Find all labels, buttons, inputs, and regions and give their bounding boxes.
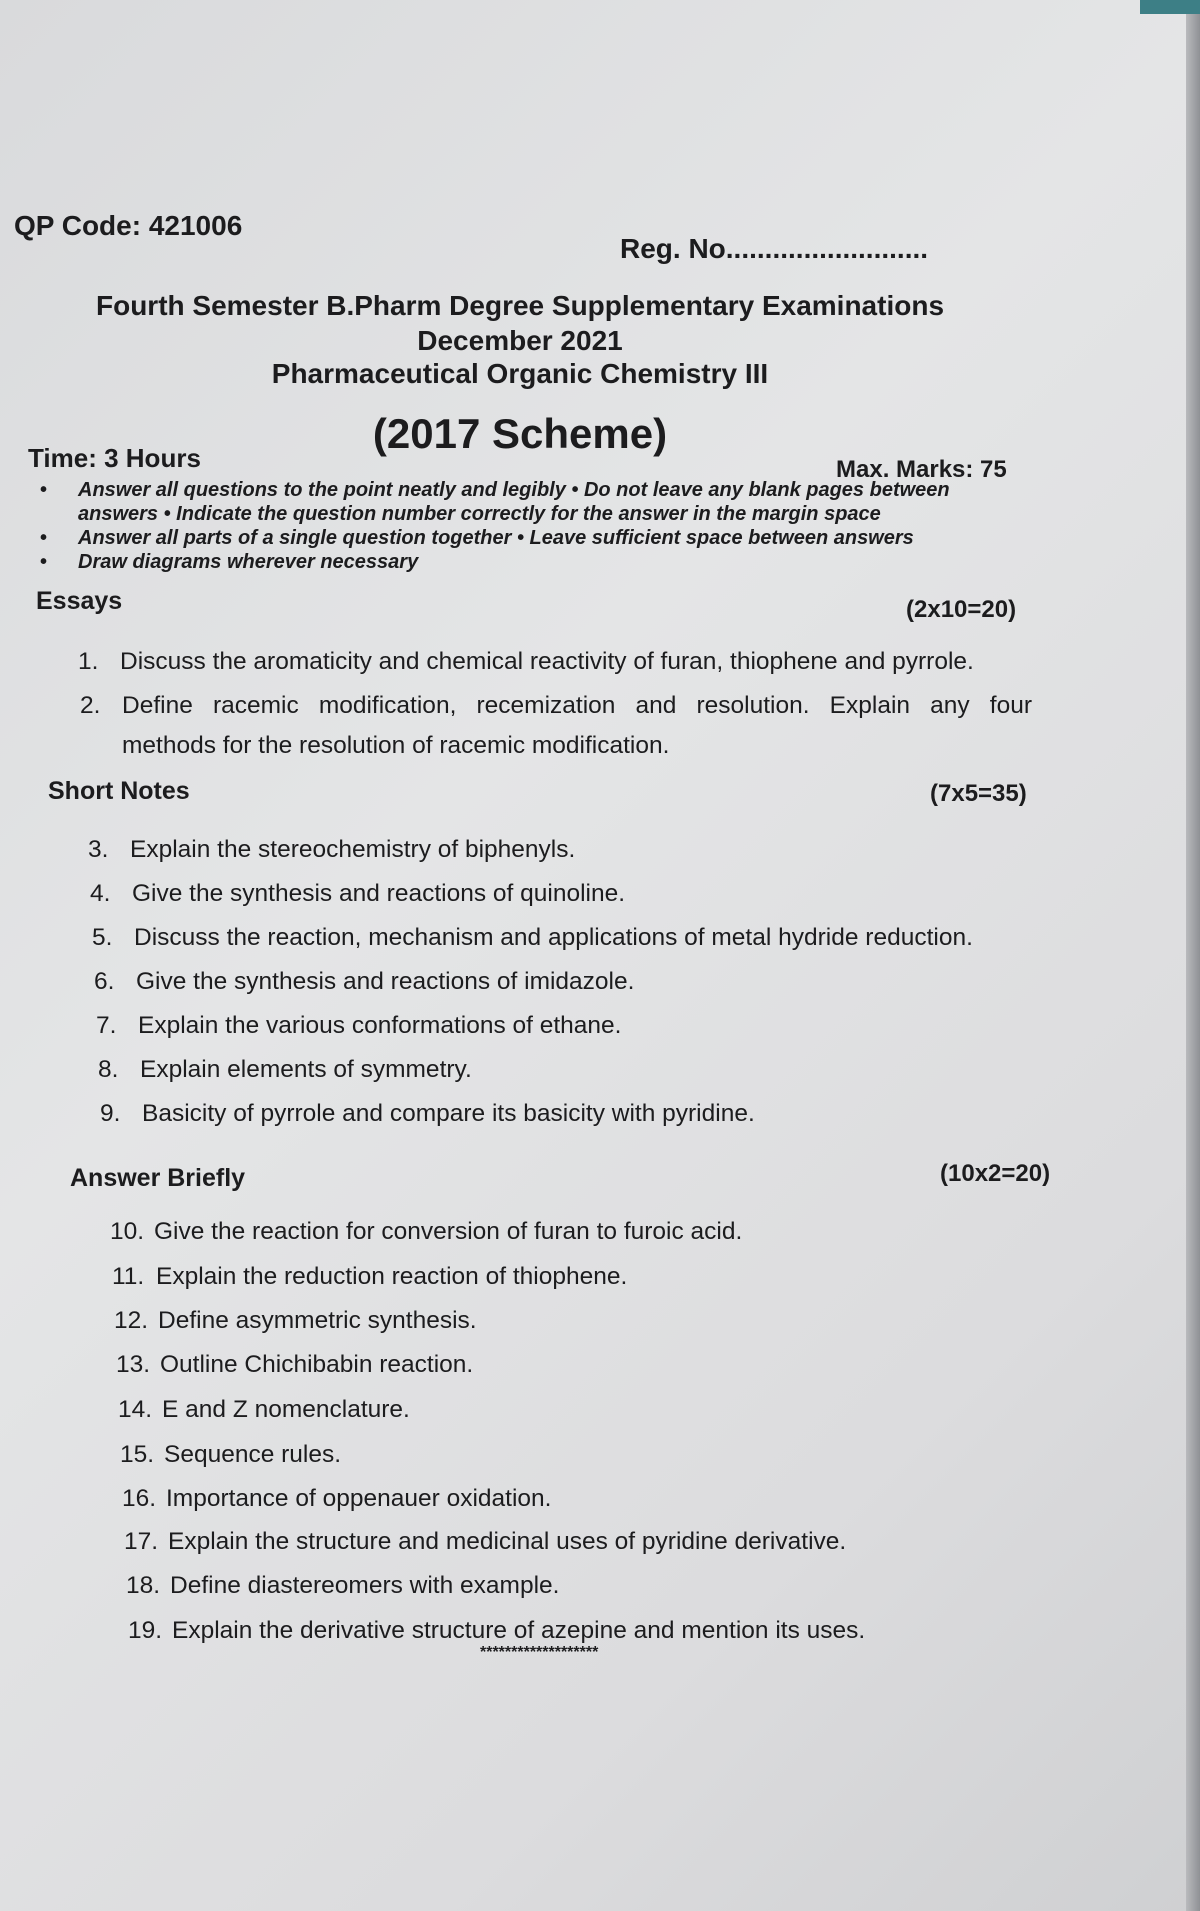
max-marks: Max. Marks: 75 xyxy=(836,456,1007,483)
section-marks-answer-briefly: (10x2=20) xyxy=(940,1160,1051,1187)
question-item: 15. Sequence rules. xyxy=(120,1441,342,1468)
question-item: 14. E and Z nomenclature. xyxy=(118,1396,410,1423)
question-item: 17. Explain the structure and medicinal uses of pyridine derivative. xyxy=(124,1528,847,1555)
question-item: 8. Explain elements of symmetry. xyxy=(98,1056,472,1083)
exam-title: Fourth Semester B.Pharm Degree Supplementary Examinations xyxy=(95,290,945,321)
section-title-short-notes: Short Notes xyxy=(48,777,190,805)
scheme-label: (2017 Scheme) xyxy=(372,410,668,457)
instructions-list xyxy=(32,478,1032,574)
exam-date: December 2021 xyxy=(417,325,623,356)
question-item: 6. Give the synthesis and reactions of imidazole. xyxy=(94,968,635,995)
section-marks-essays: (2x10=20) xyxy=(906,596,1017,623)
reg-no: Reg. No.......................... xyxy=(620,233,929,264)
section-title-essays: Essays xyxy=(36,587,123,615)
question-item: 4. Give the synthesis and reactions of quinoline. xyxy=(90,880,626,907)
bullet-icon: • xyxy=(40,479,48,501)
instruction-item: • Answer all parts of a single question together • Leave sufficient space between answers xyxy=(40,527,914,549)
question-item: 9. Basicity of pyrrole and compare its basicity with pyridine. xyxy=(100,1100,755,1127)
question-item: 11. Explain the reduction reaction of thiophene. xyxy=(112,1263,628,1290)
question-item: 5. Discuss the reaction, mechanism and applications of metal hydride reduction. xyxy=(92,924,973,951)
subject-title: Pharmaceutical Organic Chemistry III xyxy=(271,358,769,389)
section-marks-short-notes: (7x5=35) xyxy=(930,780,1027,807)
question-item: 10. Give the reaction for conversion of furan to furoic acid. xyxy=(110,1218,743,1245)
section-title-answer-briefly: Answer Briefly xyxy=(70,1164,246,1192)
question-item: 1. Discuss the aromaticity and chemical reactivity of furan, thiophene and pyrrole. xyxy=(78,648,974,675)
question-item: 18. Define diastereomers with example. xyxy=(126,1572,560,1599)
question-item: 19. Explain the derivative structure of azepine and mention its uses. xyxy=(128,1617,866,1644)
question-item: 13. Outline Chichibabin reaction. xyxy=(116,1351,474,1378)
bullet-icon: • xyxy=(40,527,48,549)
instruction-item: • Draw diagrams wherever necessary xyxy=(40,551,419,573)
question-item: 12. Define asymmetric synthesis. xyxy=(114,1307,477,1334)
question-item: 16. Importance of oppenauer oxidation. xyxy=(122,1485,552,1512)
bullet-icon: • xyxy=(40,551,48,573)
time-allowed: Time: 3 Hours xyxy=(28,443,201,473)
question-item: 7. Explain the various conformations of ethane. xyxy=(96,1012,622,1039)
qp-code: QP Code: 421006 xyxy=(14,210,243,241)
end-marker: ******************* xyxy=(480,1644,599,1661)
question-item: 2. Define racemic modification, recemization and resolution. Explain any four methods for the resolution of racemic modification. xyxy=(80,692,1032,759)
instruction-item: • Answer all questions to the point neatly and legibly • Do not leave any blank pages between answers • Indicate the question number correctly for the answer in the margin space xyxy=(40,479,950,525)
question-item: 3. Explain the stereochemistry of biphenyls. xyxy=(88,836,576,863)
